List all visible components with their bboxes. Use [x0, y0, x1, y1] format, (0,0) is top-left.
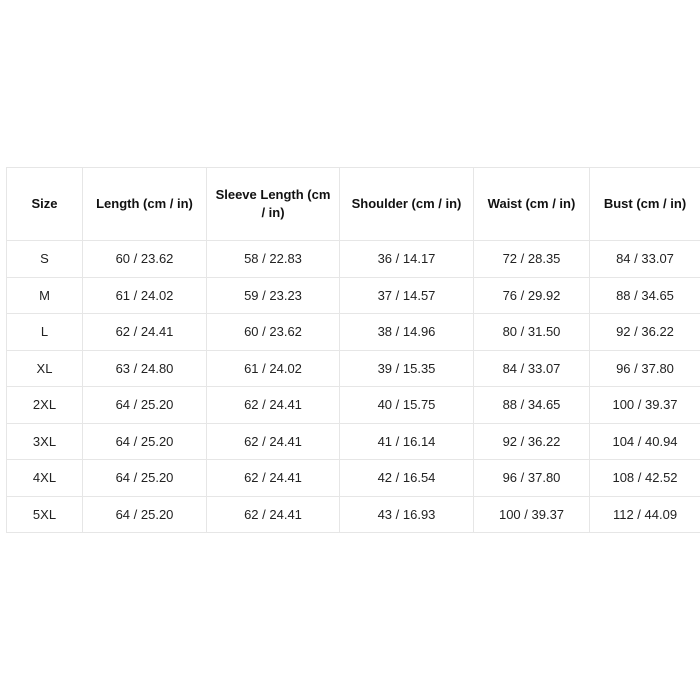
- size-chart-table: [6, 167, 700, 533]
- cell-sleeve-length: 61 / 24.02: [207, 350, 340, 387]
- cell-length: 64 / 25.20: [83, 496, 207, 533]
- cell-waist: 84 / 33.07: [474, 350, 590, 387]
- table-row: [7, 496, 700, 533]
- cell-bust: 100 / 39.37: [590, 387, 700, 424]
- cell-waist: 100 / 39.37: [474, 496, 590, 533]
- header-waist: Waist (cm / in): [474, 168, 590, 241]
- cell-length: 61 / 24.02: [83, 277, 207, 314]
- header-length: Length (cm / in): [83, 168, 207, 241]
- cell-bust: 112 / 44.09: [590, 496, 700, 533]
- cell-size: M: [7, 277, 83, 314]
- cell-length: 60 / 23.62: [83, 241, 207, 278]
- cell-sleeve-length: 62 / 24.41: [207, 460, 340, 497]
- cell-sleeve-length: 62 / 24.41: [207, 387, 340, 424]
- cell-length: 63 / 24.80: [83, 350, 207, 387]
- cell-waist: 72 / 28.35: [474, 241, 590, 278]
- cell-shoulder: 43 / 16.93: [340, 496, 474, 533]
- cell-sleeve-length: 62 / 24.41: [207, 496, 340, 533]
- cell-bust: 108 / 42.52: [590, 460, 700, 497]
- cell-waist: 80 / 31.50: [474, 314, 590, 351]
- cell-length: 62 / 24.41: [83, 314, 207, 351]
- cell-length: 64 / 25.20: [83, 423, 207, 460]
- table-row: [7, 460, 700, 497]
- cell-sleeve-length: 59 / 23.23: [207, 277, 340, 314]
- table-row: [7, 423, 700, 460]
- cell-size: 2XL: [7, 387, 83, 424]
- cell-shoulder: 37 / 14.57: [340, 277, 474, 314]
- cell-shoulder: 38 / 14.96: [340, 314, 474, 351]
- cell-size: 3XL: [7, 423, 83, 460]
- cell-shoulder: 36 / 14.17: [340, 241, 474, 278]
- header-size: Size: [7, 168, 83, 241]
- cell-bust: 84 / 33.07: [590, 241, 700, 278]
- header-bust: Bust (cm / in): [590, 168, 700, 241]
- cell-length: 64 / 25.20: [83, 387, 207, 424]
- cell-bust: 96 / 37.80: [590, 350, 700, 387]
- cell-bust: 92 / 36.22: [590, 314, 700, 351]
- table-row: [7, 277, 700, 314]
- cell-size: 5XL: [7, 496, 83, 533]
- cell-waist: 88 / 34.65: [474, 387, 590, 424]
- table-row: [7, 350, 700, 387]
- cell-size: L: [7, 314, 83, 351]
- cell-bust: 88 / 34.65: [590, 277, 700, 314]
- cell-shoulder: 40 / 15.75: [340, 387, 474, 424]
- table-row: [7, 387, 700, 424]
- cell-size: XL: [7, 350, 83, 387]
- cell-shoulder: 42 / 16.54: [340, 460, 474, 497]
- cell-waist: 92 / 36.22: [474, 423, 590, 460]
- header-row: [7, 168, 700, 241]
- table-row: [7, 241, 700, 278]
- cell-waist: 96 / 37.80: [474, 460, 590, 497]
- cell-waist: 76 / 29.92: [474, 277, 590, 314]
- header-shoulder: Shoulder (cm / in): [340, 168, 474, 241]
- table-row: [7, 314, 700, 351]
- cell-size: S: [7, 241, 83, 278]
- cell-size: 4XL: [7, 460, 83, 497]
- cell-bust: 104 / 40.94: [590, 423, 700, 460]
- cell-shoulder: 39 / 15.35: [340, 350, 474, 387]
- cell-sleeve-length: 62 / 24.41: [207, 423, 340, 460]
- cell-length: 64 / 25.20: [83, 460, 207, 497]
- size-chart: [6, 167, 700, 533]
- cell-shoulder: 41 / 16.14: [340, 423, 474, 460]
- header-sleeve-length: Sleeve Length (cm / in): [207, 168, 340, 241]
- cell-sleeve-length: 60 / 23.62: [207, 314, 340, 351]
- cell-sleeve-length: 58 / 22.83: [207, 241, 340, 278]
